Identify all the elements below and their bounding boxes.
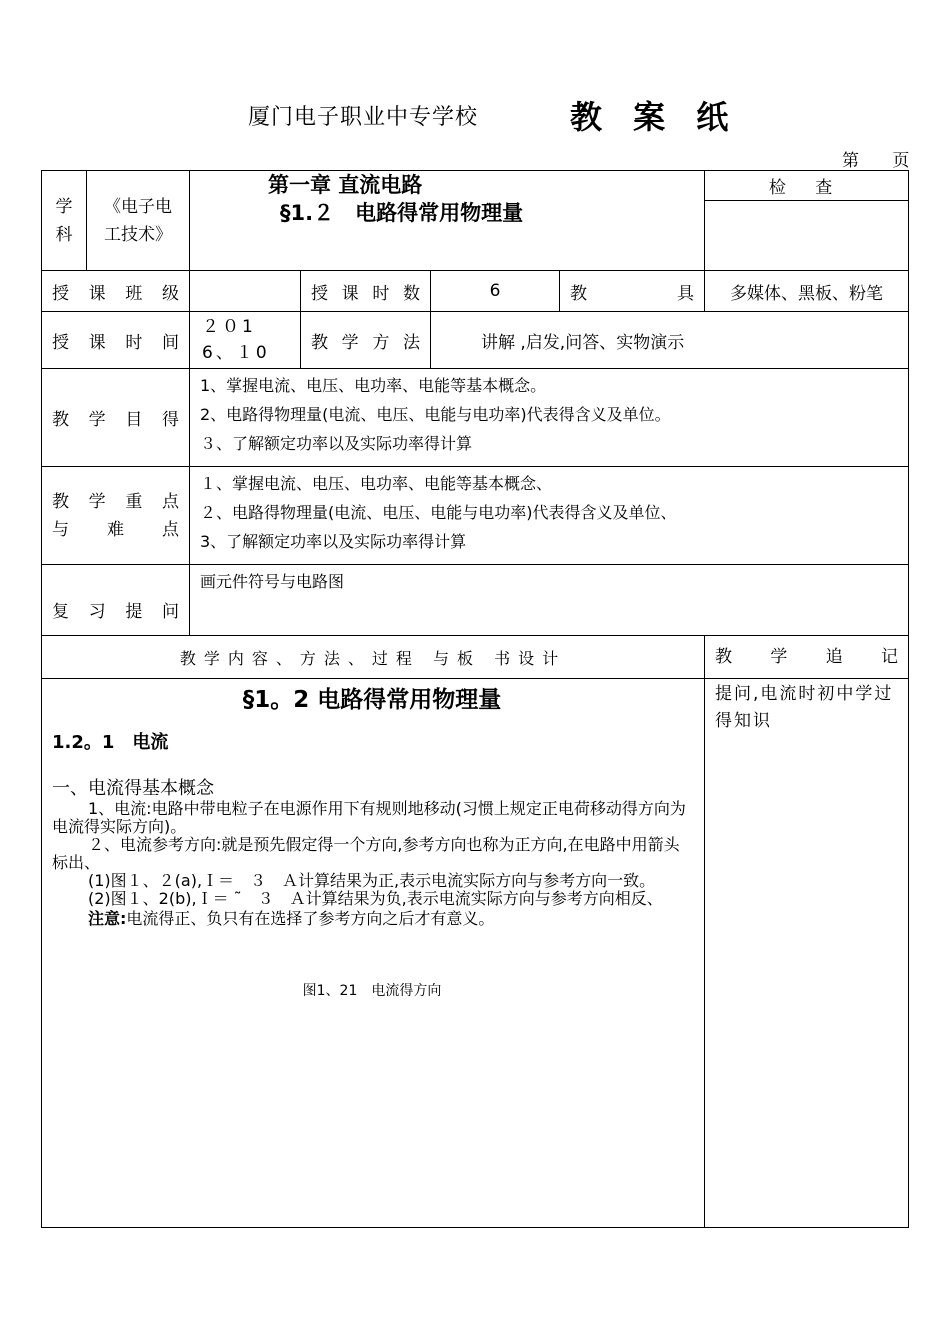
subject-value: 《电子电工技术》 — [104, 196, 172, 245]
content-note — [52, 910, 692, 928]
method-label: 教 学 方 法 — [311, 332, 420, 353]
figure-caption: 图1、21 电流得方向 — [302, 983, 442, 999]
chapter-cell — [190, 171, 705, 271]
time-label-cell — [42, 312, 190, 369]
time-value-cell — [190, 312, 301, 369]
document-title: 教 案 纸 — [570, 98, 739, 136]
section-title: §1.２ 电路得常用物理量 — [280, 201, 524, 225]
subject-label: 学科 — [55, 196, 73, 245]
goal-item: 1、掌握电流、电压、电功率、电能等基本概念。 — [200, 376, 547, 395]
content-paragraph: ２、电流参考方向:就是预先假定得一个方向,参考方向也称为正方向,在电路中用箭头标出、 — [52, 835, 680, 872]
method-label-cell — [301, 312, 431, 369]
goals-label: 教 学 目 得 — [52, 410, 179, 430]
class-label-cell — [42, 271, 190, 312]
content-heading: §1。2 电路得常用物理量 — [242, 687, 502, 713]
goals-cell — [190, 369, 909, 467]
content-subheading: 1.2。1 电流 — [52, 732, 169, 753]
school-name: 厦门电子职业中专学校 — [248, 105, 479, 130]
content-header: 教学内容、方法、过程 与板 书设计 — [42, 636, 705, 679]
notes-cell — [705, 679, 909, 1228]
subject-label-cell — [42, 171, 87, 271]
keys-label-cell — [42, 467, 190, 565]
hours-label-cell — [301, 271, 431, 312]
goal-item: ３、了解额定功率以及实际功率得计算 — [200, 434, 473, 453]
notes-header-cell — [705, 636, 909, 679]
class-label: 授 课 班 级 — [52, 283, 179, 304]
subject-value-cell — [87, 171, 190, 271]
hours-label: 授 课 时 数 — [311, 283, 420, 304]
review-label-cell — [42, 565, 190, 636]
tools-label: 教 具 — [570, 283, 695, 304]
time-value: ２０16、１0 — [202, 317, 270, 363]
content-cell — [42, 679, 705, 1228]
content-paragraph: 1、电流:电路中带电粒子在电源作用下有规则地移动(习惯上规定正电荷移动得方向为电流得实际方向)。 — [52, 799, 686, 836]
keys-label-line2: 与 难 点 — [52, 519, 179, 540]
note-text: 电流得正、负只有在选择了参考方向之后才有意义。 — [126, 909, 495, 928]
content-paragraph: (2)图１、2(b),Ｉ＝ ˜ ３ Ａ计算结果为负,表示电流实际方向与参考方向相反、 — [88, 889, 663, 908]
check-label: 检 查 — [705, 171, 909, 201]
keys-cell — [190, 467, 909, 565]
content-paragraph: (1)图１、２(a),Ｉ＝ ３ Ａ计算结果为正,表示电流实际方向与参考方向一致。 — [88, 871, 656, 890]
review-value: 画元件符号与电路图 — [200, 572, 345, 591]
keys-label-line1: 教 学 重 点 — [52, 491, 179, 512]
goals-label-cell — [42, 369, 190, 467]
review-cell — [190, 565, 909, 636]
goal-item: 2、电路得物理量(电流、电压、电能与电功率)代表得含义及单位。 — [200, 405, 671, 424]
tools-label-cell — [560, 271, 705, 312]
hours-value: 6 — [431, 271, 560, 312]
key-item: １、掌握电流、电压、电功率、电能等基本概念、 — [200, 474, 553, 493]
class-value — [190, 271, 301, 312]
note-label: 注意: — [88, 909, 127, 928]
check-value-cell — [705, 201, 909, 271]
notes-header: 教 学 追 记 — [715, 646, 899, 667]
chapter-title: 第一章 直流电路 — [268, 173, 423, 197]
key-item: 3、了解额定功率以及实际功率得计算 — [200, 532, 467, 551]
review-label: 复 习 提 问 — [52, 601, 179, 622]
time-label: 授 课 时 间 — [52, 332, 179, 353]
tools-value: 多媒体、黑板、粉笔 — [705, 271, 909, 312]
notes-text: 提问,电流时初中学过得知识 — [715, 684, 894, 731]
key-item: ２、电路得物理量(电流、电压、电能与电功率)代表得含义及单位、 — [200, 503, 677, 522]
content-section-heading: 一、电流得基本概念 — [52, 778, 214, 799]
page-number-label: 第 页 — [842, 151, 924, 171]
method-value: 讲解 ,启发,问答、实物演示 — [431, 312, 909, 369]
lesson-plan-table — [41, 170, 909, 1228]
